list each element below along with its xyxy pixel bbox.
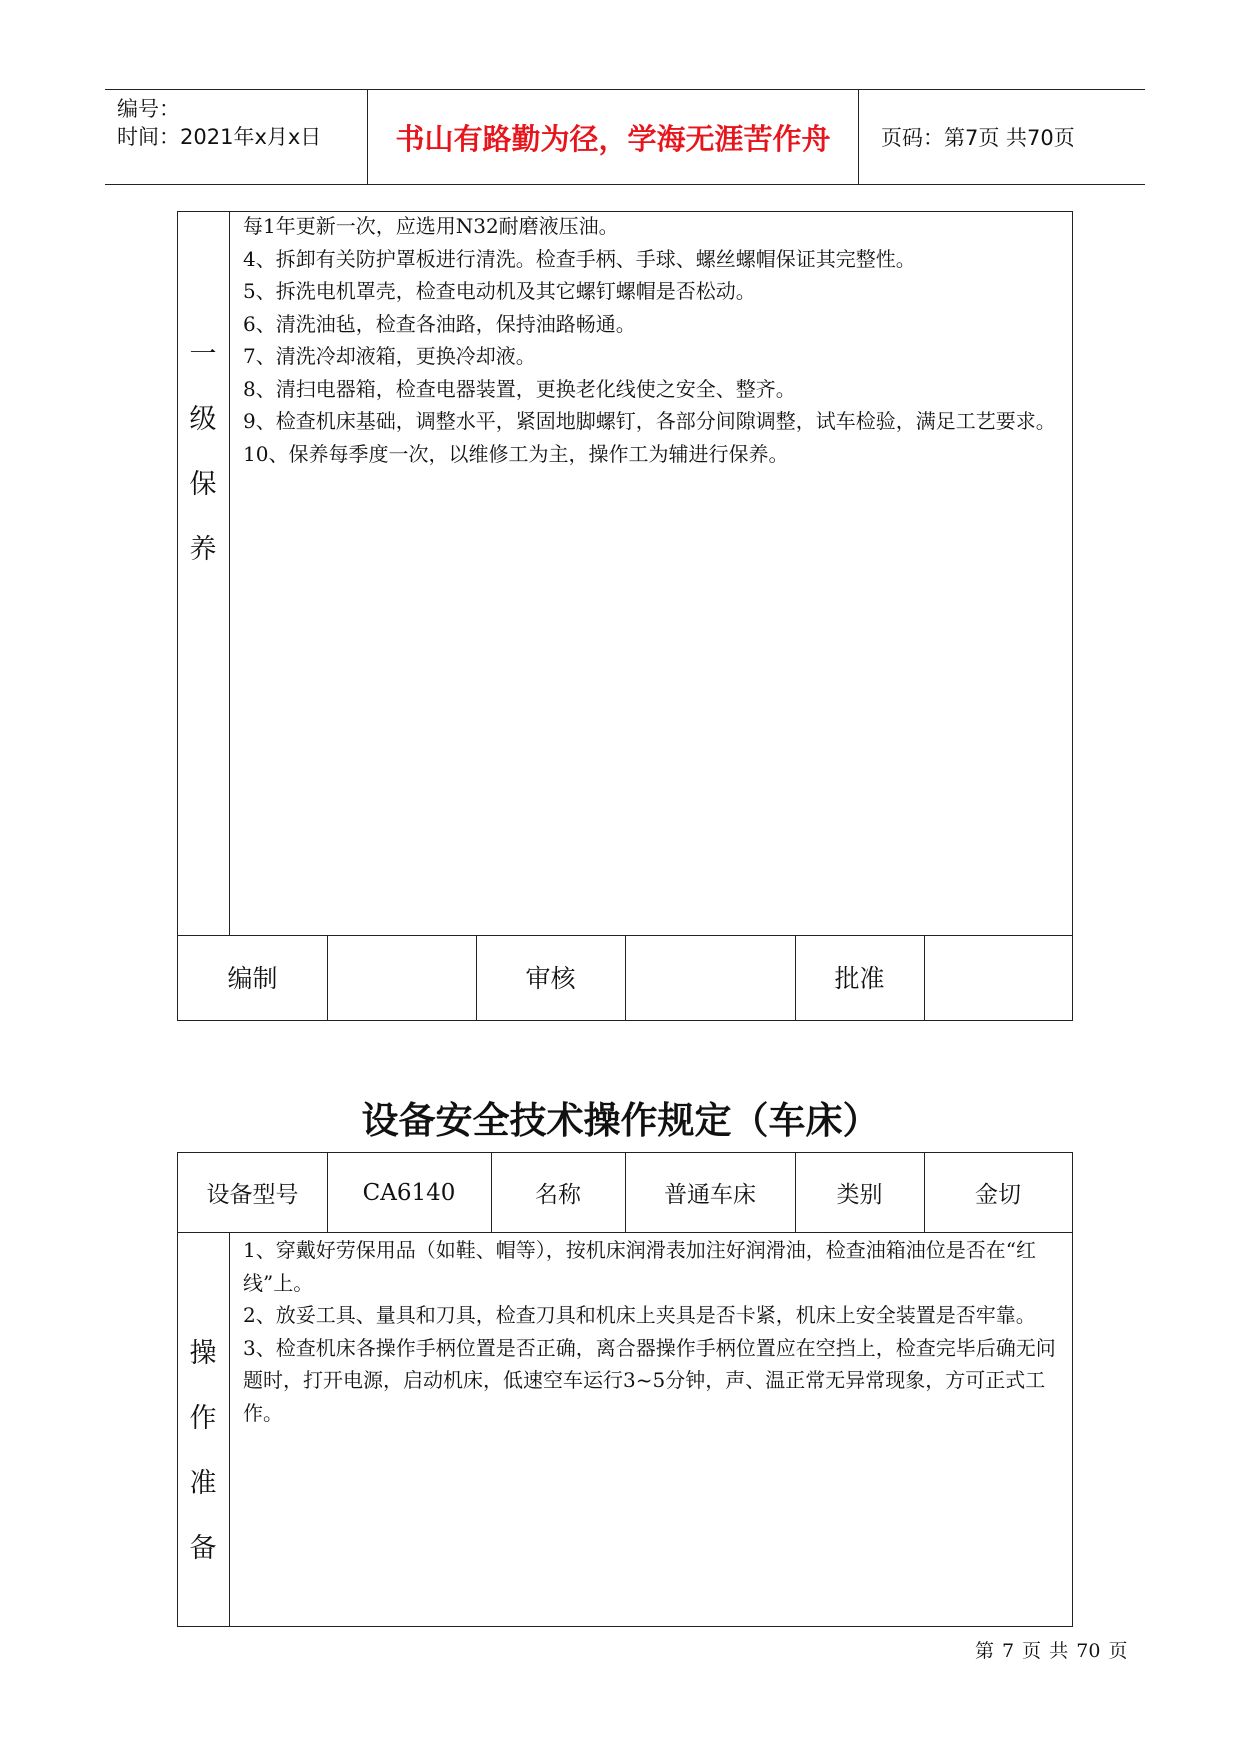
section-label-char: 保 xyxy=(189,469,217,500)
section-label-operation-prep xyxy=(178,1321,228,1581)
content-line: 8、清扫电器箱，检查电器装置，更换老化线使之安全、整齐。 xyxy=(243,376,796,401)
footer-page-number: 第 7 页 共 70 页 xyxy=(975,1640,1128,1662)
review-value xyxy=(625,935,795,1019)
section-label-level1-maintenance xyxy=(178,322,228,582)
section-label-char: 操 xyxy=(189,1338,217,1369)
content-line: 5、拆洗电机罩壳，检查电动机及其它螺钉螺帽是否松动。 xyxy=(243,279,756,303)
content-line: 10、保养每季度一次，以维修工为主，操作工为辅进行保养。 xyxy=(243,441,789,466)
maintenance-table xyxy=(177,211,1073,1021)
content-line: 2、放妥工具、量具和刀具，检查刀具和机床上夹具是否卡紧，机床上安全装置是否牢靠。 xyxy=(243,1303,1036,1327)
rules-content xyxy=(243,1234,1061,1429)
review-label: 审核 xyxy=(525,964,576,993)
compile-label: 编制 xyxy=(227,964,278,993)
category-label: 类别 xyxy=(836,1182,883,1208)
rules-table xyxy=(177,1152,1073,1627)
approve-label: 批准 xyxy=(834,964,885,993)
document-number-label: 编号： xyxy=(117,97,180,121)
approve-value xyxy=(924,935,1072,1019)
content-line: 6、清洗油毡，检查各油路，保持油路畅通。 xyxy=(243,311,636,336)
name-label: 名称 xyxy=(535,1182,581,1208)
maintenance-content xyxy=(243,210,1063,470)
content-line: 1、穿戴好劳保用品（如鞋、帽等），按机床润滑表加注好润滑油，检查油箱油位是否在“红线”上。 xyxy=(243,1238,1036,1295)
header-meta xyxy=(105,90,368,184)
page-header xyxy=(105,89,1145,185)
content-line: 4、拆卸有关防护罩板进行清洗。检查手柄、手球、螺丝螺帽保证其完整性。 xyxy=(243,246,916,271)
category-value: 金切 xyxy=(975,1182,1021,1208)
section-label-char: 准 xyxy=(189,1468,217,1499)
section-label-char: 作 xyxy=(189,1403,217,1434)
section-label-char: 一 xyxy=(189,339,217,370)
content-line: 7、清洗冷却液箱，更换冷却液。 xyxy=(243,344,536,368)
name-value: 普通车床 xyxy=(664,1182,756,1208)
header-page-number: 页码：第7页 共70页 xyxy=(881,126,1075,150)
content-line: 3、检查机床各操作手柄位置是否正确，离合器操作手柄位置应在空挡上，检查完毕后确无问题时，打开电源，启动机床，低速空车运行3~5分钟，声、温正常无异常现象，方可正式工作。 xyxy=(243,1335,1056,1425)
section-label-char: 级 xyxy=(189,404,217,435)
rules-title: 设备安全技术操作规定（车床） xyxy=(361,1099,880,1142)
header-motto: 书山有路勤为径，学海无涯苦作舟 xyxy=(368,90,859,184)
model-label: 设备型号 xyxy=(206,1182,299,1208)
content-line: 每1年更新一次，应选用N32耐磨液压油。 xyxy=(243,214,619,238)
model-value: CA6140 xyxy=(362,1179,456,1206)
section-label-char: 养 xyxy=(189,534,217,565)
section-label-char: 备 xyxy=(189,1533,217,1564)
divider xyxy=(229,212,230,935)
content-line: 9、检查机床基础，调整水平，紧固地脚螺钉，各部分间隙调整，试车检验，满足工艺要求。 xyxy=(243,409,1056,433)
document-time-label: 时间：2021年x月x日 xyxy=(117,125,322,149)
divider xyxy=(229,1232,230,1626)
divider xyxy=(178,1232,1072,1233)
compile-value xyxy=(327,935,476,1019)
